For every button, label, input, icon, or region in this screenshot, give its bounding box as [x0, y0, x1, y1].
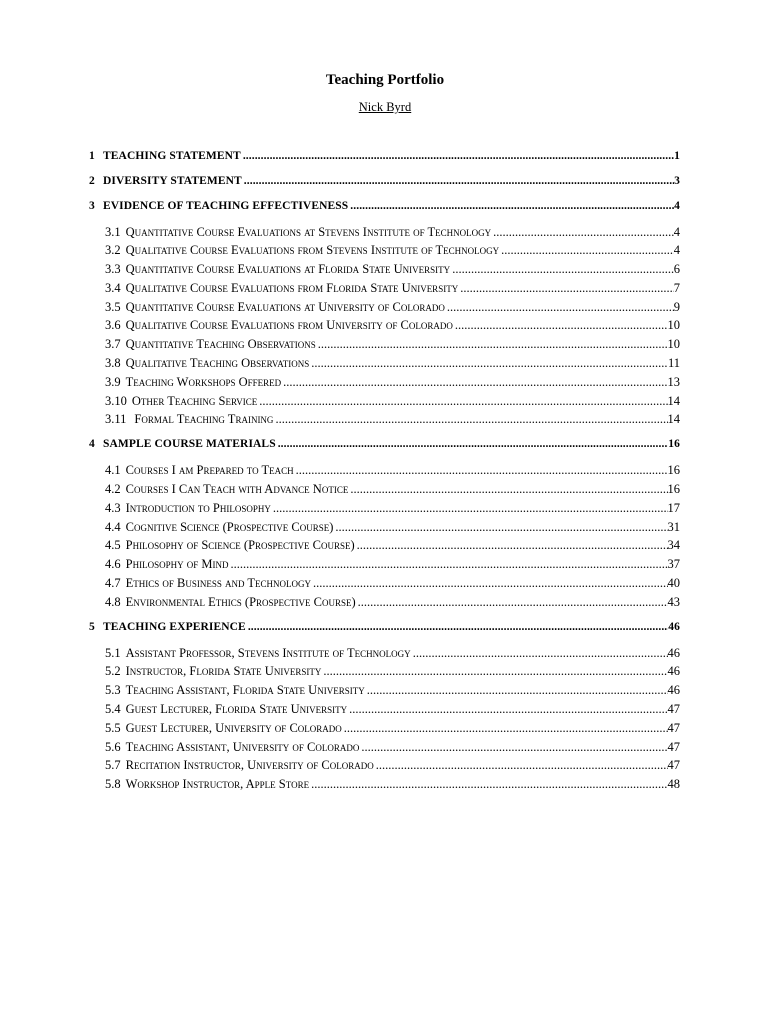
toc-entry-4-7[interactable]	[105, 574, 680, 593]
dot-leader	[350, 197, 674, 216]
dot-leader	[311, 354, 668, 373]
toc-entry-title: Other Teaching Service	[131, 393, 258, 408]
toc-entry-number: 4.3	[105, 500, 121, 515]
dot-leader	[367, 681, 668, 700]
dot-leader	[452, 260, 674, 279]
dot-leader	[230, 555, 667, 574]
toc-entry-3-4[interactable]	[105, 279, 680, 298]
toc-entry-3[interactable]	[89, 194, 680, 219]
dot-leader	[244, 172, 674, 191]
toc-entry-5-7[interactable]	[105, 756, 680, 775]
dot-leader	[501, 241, 674, 260]
toc-entry-number: 3.7	[105, 337, 121, 352]
dot-leader	[275, 410, 667, 429]
toc-entry-title: TEACHING STATEMENT	[103, 149, 241, 162]
toc-entry-page: 46	[668, 620, 680, 633]
toc-entry-page: 16	[667, 482, 680, 497]
toc-entry-title: EVIDENCE OF TEACHING EFFECTIVENESS	[103, 199, 349, 212]
toc-entry-number: 5.4	[105, 702, 121, 717]
toc-entry-number: 2	[89, 174, 95, 187]
toc-entry-title: Instructor, Florida State University	[125, 664, 322, 679]
toc-entry-page: 4	[673, 243, 680, 258]
toc-entry-title: Qualitative Course Evaluations from Florida State University	[125, 280, 459, 295]
dot-leader	[361, 738, 667, 757]
toc-entry-title: Assistant Professor, Stevens Institute of Technology	[125, 645, 411, 660]
toc-entry-title: Philosophy of Mind	[125, 557, 229, 572]
dot-leader	[323, 662, 667, 681]
toc-entry-page: 6	[673, 262, 680, 277]
dot-leader	[455, 316, 668, 335]
dot-leader	[358, 593, 668, 612]
document-author-wrapper	[0, 98, 770, 116]
toc-subsection-group-4	[89, 457, 680, 614]
toc-entry-page: 48	[667, 777, 680, 792]
dot-leader	[243, 147, 674, 166]
toc-entry-page: 14	[667, 412, 680, 427]
table-of-contents	[89, 144, 680, 798]
toc-entry-number: 3.8	[105, 356, 121, 371]
toc-entry-title: Guest Lecturer, Florida State University	[125, 702, 348, 717]
dot-leader	[460, 279, 674, 298]
toc-entry-page: 31	[667, 519, 680, 534]
toc-entry-title: DIVERSITY STATEMENT	[103, 174, 242, 187]
toc-entry-number: 4.1	[105, 463, 121, 478]
toc-entry-number: 1	[89, 149, 95, 162]
toc-entry-page: 16	[667, 463, 680, 478]
toc-entry-5[interactable]	[89, 615, 680, 640]
dot-leader	[376, 756, 668, 775]
dot-leader	[296, 461, 668, 480]
toc-entry-title: Guest Lecturer, University of Colorado	[125, 720, 342, 735]
dot-leader	[259, 392, 667, 411]
toc-entry-title: SAMPLE COURSE MATERIALS	[103, 438, 276, 451]
toc-entry-number: 3.11	[105, 412, 127, 427]
toc-entry-title: Ethics of Business and Technology	[125, 576, 312, 591]
toc-entry-5-5[interactable]	[105, 719, 680, 738]
toc-entry-number: 3.10	[105, 393, 127, 408]
toc-entry-page: 46	[667, 645, 680, 660]
toc-entry-title: Quantitative Course Evaluations at University of Colorado	[125, 299, 445, 314]
toc-entry-number: 4	[89, 438, 95, 451]
toc-entry-3-2[interactable]	[105, 241, 680, 260]
toc-entry-page: 1	[674, 149, 680, 162]
toc-entry-number: 5	[89, 620, 95, 633]
toc-entry-5-2[interactable]	[105, 662, 680, 681]
toc-entry-number: 5.7	[105, 758, 121, 773]
toc-entry-title: Workshop Instructor, Apple Store	[125, 777, 310, 792]
toc-entry-page: 47	[667, 720, 680, 735]
toc-subsection-group-5	[89, 640, 680, 797]
toc-entry-4[interactable]	[89, 432, 680, 457]
toc-entry-number: 5.3	[105, 683, 121, 698]
toc-entry-page: 47	[667, 702, 680, 717]
toc-entry-page: 46	[667, 683, 680, 698]
dot-leader	[313, 574, 667, 593]
toc-entry-title: Formal Teaching Training	[134, 412, 274, 427]
toc-entry-title: Courses I am Prepared to Teach	[125, 463, 294, 478]
toc-entry-title: Qualitative Teaching Observations	[125, 356, 310, 371]
toc-entry-page: 37	[667, 557, 680, 572]
toc-entry-title: Teaching Assistant, Florida State University	[125, 683, 365, 698]
dot-leader	[357, 536, 668, 555]
toc-entry-page: 4	[674, 199, 680, 212]
toc-entry-number: 4.4	[105, 519, 121, 534]
toc-entry-page: 3	[674, 174, 680, 187]
toc-entry-number: 5.5	[105, 720, 121, 735]
toc-entry-4-6[interactable]	[105, 555, 680, 574]
toc-entry-number: 5.1	[105, 645, 121, 660]
dot-leader	[283, 373, 667, 392]
dot-leader	[318, 335, 668, 354]
toc-entry-page: 47	[667, 739, 680, 754]
toc-entry-title: Quantitative Course Evaluations at Florida State University	[125, 262, 451, 277]
toc-entry-4-2[interactable]	[105, 480, 680, 499]
toc-entry-title: Teaching Workshops Offered	[125, 374, 282, 389]
toc-entry-4-5[interactable]	[105, 536, 680, 555]
dot-leader	[248, 618, 668, 637]
toc-entry-title: Qualitative Course Evaluations from Stevens Institute of Technology	[125, 243, 500, 258]
toc-entry-number: 3.2	[105, 243, 121, 258]
toc-entry-3-6[interactable]	[105, 316, 680, 335]
toc-entry-5-1[interactable]	[105, 644, 680, 663]
toc-entry-number: 4.8	[105, 594, 121, 609]
dot-leader	[273, 499, 668, 518]
toc-entry-5-8[interactable]	[105, 775, 680, 794]
toc-entry-5-4[interactable]	[105, 700, 680, 719]
toc-entry-3-10[interactable]	[105, 392, 680, 411]
toc-entry-title: TEACHING EXPERIENCE	[103, 620, 246, 633]
toc-entry-number: 3	[89, 199, 95, 212]
toc-entry-title: Qualitative Course Evaluations from University of Colorado	[125, 318, 453, 333]
toc-entry-title: Courses I Can Teach with Advance Notice	[125, 482, 349, 497]
toc-entry-number: 3.6	[105, 318, 121, 333]
toc-entry-4-1[interactable]	[105, 461, 680, 480]
dot-leader	[335, 518, 667, 537]
toc-entry-number: 5.8	[105, 777, 121, 792]
toc-entry-title: Quantitative Course Evaluations at Stevens Institute of Technology	[125, 224, 492, 239]
toc-entry-page: 34	[667, 538, 680, 553]
toc-entry-number: 5.2	[105, 664, 121, 679]
toc-entry-page: 47	[667, 758, 680, 773]
toc-entry-5-6[interactable]	[105, 738, 680, 757]
toc-entry-4-4[interactable]	[105, 518, 680, 537]
dot-leader	[344, 719, 668, 738]
toc-entry-3-11[interactable]	[105, 410, 680, 429]
toc-entry-number: 3.4	[105, 280, 121, 295]
toc-entry-3-8[interactable]	[105, 354, 680, 373]
dot-leader	[349, 700, 667, 719]
toc-entry-number: 4.5	[105, 538, 121, 553]
toc-entry-page: 10	[667, 337, 680, 352]
dot-leader	[311, 775, 667, 794]
dot-leader	[493, 223, 674, 242]
toc-entry-5-3[interactable]	[105, 681, 680, 700]
toc-entry-title: Introduction to Philosophy	[125, 500, 271, 515]
dot-leader	[413, 644, 668, 663]
toc-entry-number: 4.6	[105, 557, 121, 572]
document-title: Teaching Portfolio	[325, 72, 445, 88]
toc-entry-number: 3.1	[105, 224, 121, 239]
toc-entry-3-7[interactable]	[105, 335, 680, 354]
dot-leader	[447, 298, 674, 317]
toc-entry-title: Philosophy of Science (Prospective Course)	[125, 538, 355, 553]
toc-entry-1[interactable]	[89, 144, 680, 169]
document-author: Nick Byrd	[358, 100, 412, 114]
toc-entry-4-3[interactable]	[105, 499, 680, 518]
toc-entry-page: 10	[667, 318, 680, 333]
toc-entry-title: Environmental Ethics (Prospective Course)	[125, 594, 356, 609]
toc-entry-page: 11	[667, 356, 680, 371]
toc-entry-page: 17	[667, 500, 680, 515]
toc-entry-title: Recitation Instructor, University of Colorado	[125, 758, 374, 773]
dot-leader	[350, 480, 667, 499]
toc-entry-number: 3.3	[105, 262, 121, 277]
dot-leader	[278, 435, 669, 454]
toc-entry-3-3[interactable]	[105, 260, 680, 279]
toc-entry-page: 9	[673, 299, 680, 314]
toc-entry-page: 40	[667, 576, 680, 591]
toc-entry-number: 4.7	[105, 576, 121, 591]
toc-entry-title: Cognitive Science (Prospective Course)	[125, 519, 334, 534]
toc-entry-title: Teaching Assistant, University of Colorado	[125, 739, 360, 754]
toc-entry-4-8[interactable]	[105, 593, 680, 612]
toc-subsection-group-3	[89, 219, 680, 433]
toc-entry-page: 13	[667, 374, 680, 389]
toc-entry-page: 16	[668, 438, 680, 451]
toc-entry-title: Quantitative Teaching Observations	[125, 337, 316, 352]
toc-entry-3-5[interactable]	[105, 298, 680, 317]
toc-entry-3-9[interactable]	[105, 373, 680, 392]
toc-entry-3-1[interactable]	[105, 223, 680, 242]
toc-entry-number: 5.6	[105, 739, 121, 754]
toc-entry-page: 43	[667, 594, 680, 609]
toc-entry-page: 14	[667, 393, 680, 408]
toc-entry-page: 46	[667, 664, 680, 679]
toc-entry-number: 3.9	[105, 374, 121, 389]
toc-entry-number: 3.5	[105, 299, 121, 314]
toc-entry-number: 4.2	[105, 482, 121, 497]
toc-entry-page: 4	[673, 224, 680, 239]
toc-entry-page: 7	[673, 280, 680, 295]
toc-entry-2[interactable]	[89, 169, 680, 194]
